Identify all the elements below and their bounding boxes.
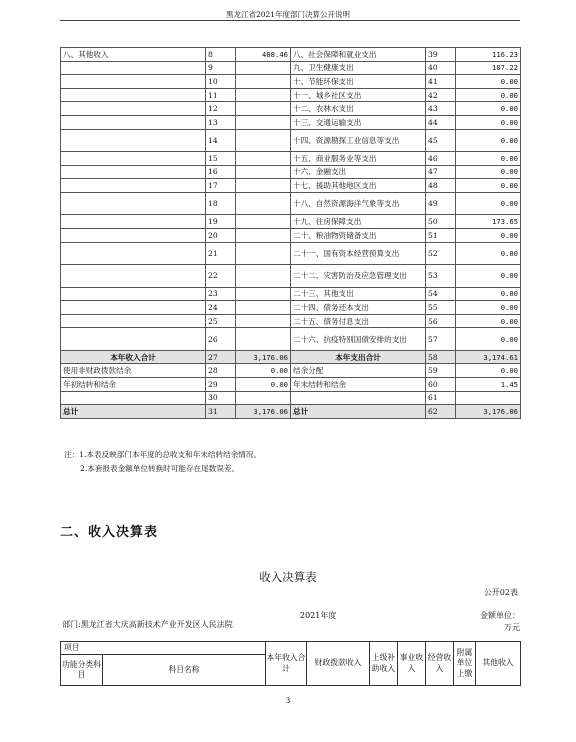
row-right-label: 二十三、其他支出 (291, 287, 426, 301)
table-row (61, 350, 521, 364)
note-line-2: 2.本套报表金额单位转换时可能存在尾数误差。 (80, 464, 240, 473)
row-right-number: 44 (426, 115, 456, 129)
row-left-amount: 0.00 (236, 378, 291, 392)
row-left-amount (236, 102, 291, 116)
table-row (61, 301, 521, 315)
row-right-number: 41 (426, 75, 456, 89)
row-left-amount: 408.46 (236, 48, 291, 62)
row-right-number: 51 (426, 228, 456, 242)
row-left-amount: 3,176.06 (236, 405, 291, 419)
row-left-label (61, 287, 206, 301)
row-left-number: 10 (206, 75, 236, 89)
row-left-number: 25 (206, 314, 236, 328)
row-left-number: 8 (206, 48, 236, 62)
row-left-number: 16 (206, 165, 236, 179)
row-right-amount: 3,174.61 (456, 350, 521, 364)
row-right-number: 40 (426, 61, 456, 75)
row-left-amount (236, 129, 291, 152)
row-left-label (61, 242, 206, 265)
header-project: 项目 (61, 642, 266, 655)
row-left-number: 19 (206, 215, 236, 229)
row-left-number: 20 (206, 228, 236, 242)
table-row (61, 215, 521, 229)
row-right-amount: 0.00 (456, 328, 521, 351)
row-left-label (61, 328, 206, 351)
row-left-amount: 0.00 (236, 364, 291, 378)
row-left-number: 9 (206, 61, 236, 75)
row-right-number: 52 (426, 242, 456, 265)
row-right-amount: 0.00 (456, 179, 521, 193)
row-left-number: 11 (206, 88, 236, 102)
row-right-label: 十九、住房保障支出 (291, 215, 426, 229)
row-right-amount: 173.65 (456, 215, 521, 229)
row-right-amount: 0.00 (456, 192, 521, 215)
table-code: 公开02表 (483, 588, 518, 597)
row-left-number: 14 (206, 129, 236, 152)
table-row (61, 88, 521, 102)
row-right-amount: 0.00 (456, 102, 521, 116)
row-right-number: 59 (426, 364, 456, 378)
row-left-amount (236, 61, 291, 75)
row-right-label: 十三、交通运输支出 (291, 115, 426, 129)
row-right-number: 42 (426, 88, 456, 102)
row-left-label (61, 165, 206, 179)
table-row (61, 391, 521, 405)
row-right-number: 47 (426, 165, 456, 179)
row-right-amount: 0.00 (456, 242, 521, 265)
row-left-amount (236, 314, 291, 328)
row-left-label (61, 179, 206, 193)
table-row (61, 328, 521, 351)
row-right-amount: 107.22 (456, 61, 521, 75)
row-left-amount (236, 179, 291, 193)
header-rule (60, 20, 520, 21)
table-row (61, 265, 521, 288)
row-left-amount (236, 215, 291, 229)
table-row (61, 179, 521, 193)
row-left-amount (236, 265, 291, 288)
row-right-number: 56 (426, 314, 456, 328)
row-left-number: 23 (206, 287, 236, 301)
row-left-number: 12 (206, 102, 236, 116)
header-superior: 上级补助收入 (370, 642, 398, 686)
row-right-number: 46 (426, 152, 456, 166)
row-left-amount: 3,176.06 (236, 350, 291, 364)
header-total-income: 本年收入合计 (266, 642, 307, 686)
row-left-amount (236, 328, 291, 351)
row-right-number: 62 (426, 405, 456, 419)
row-left-number: 17 (206, 179, 236, 193)
header-subject-name: 科目名称 (103, 655, 266, 686)
page-number: 3 (285, 697, 291, 705)
row-right-amount: 0.00 (456, 287, 521, 301)
row-left-label (61, 115, 206, 129)
row-left-number: 31 (206, 405, 236, 419)
row-left-label (61, 192, 206, 215)
table-row (61, 242, 521, 265)
row-left-label (61, 314, 206, 328)
table-row (61, 61, 521, 75)
row-right-amount: 0.00 (456, 165, 521, 179)
row-right-label: 十八、自然资源海洋气象等支出 (291, 192, 426, 215)
page-header: 黑龙江省2021年度部门决算公开说明 (225, 10, 351, 19)
row-right-amount: 116.23 (456, 48, 521, 62)
row-left-number: 28 (206, 364, 236, 378)
row-right-number: 50 (426, 215, 456, 229)
header-func-code: 功能分类科目 (61, 655, 103, 686)
unit-label: 金额单位：万元 (480, 611, 520, 632)
row-left-label (61, 61, 206, 75)
table-title: 收入决算表 (259, 570, 317, 584)
table-row (61, 75, 521, 89)
table-row (61, 228, 521, 242)
row-left-number: 15 (206, 152, 236, 166)
income-table-header (60, 641, 521, 686)
row-left-amount (236, 228, 291, 242)
table-row (61, 129, 521, 152)
row-left-label: 年初结转和结余 (61, 378, 206, 392)
row-right-number: 53 (426, 265, 456, 288)
table-row (61, 152, 521, 166)
row-right-amount: 0.00 (456, 115, 521, 129)
row-left-label (61, 228, 206, 242)
header-fiscal: 财政拨款收入 (307, 642, 370, 686)
row-right-label: 二十五、债务付息支出 (291, 314, 426, 328)
row-left-label: 本年收入合计 (61, 350, 206, 364)
row-right-number: 58 (426, 350, 456, 364)
row-right-number: 54 (426, 287, 456, 301)
row-left-number: 13 (206, 115, 236, 129)
row-left-amount (236, 301, 291, 315)
row-right-label (291, 391, 426, 405)
table-row (61, 192, 521, 215)
department-label: 部门:黑龙江省大庆高新技术产业开发区人民法院 (62, 620, 233, 629)
row-left-amount (236, 88, 291, 102)
row-right-label: 二十一、国有资本经营预算支出 (291, 242, 426, 265)
table-row (61, 364, 521, 378)
table-row (61, 102, 521, 116)
row-right-label: 十五、商业服务业等支出 (291, 152, 426, 166)
table-row (61, 48, 521, 62)
table-row (61, 287, 521, 301)
row-right-amount: 0.00 (456, 364, 521, 378)
row-right-number: 49 (426, 192, 456, 215)
section-heading: 二、收入决算表 (60, 525, 159, 540)
row-left-label (61, 75, 206, 89)
row-left-label (61, 129, 206, 152)
row-left-number: 29 (206, 378, 236, 392)
row-left-number: 27 (206, 350, 236, 364)
row-right-number: 61 (426, 391, 456, 405)
row-right-label: 八、社会保障和就业支出 (291, 48, 426, 62)
row-right-label: 十六、金融支出 (291, 165, 426, 179)
row-right-label: 结余分配 (291, 364, 426, 378)
row-left-number: 30 (206, 391, 236, 405)
row-right-number: 55 (426, 301, 456, 315)
row-left-label: 总计 (61, 405, 206, 419)
row-left-number: 21 (206, 242, 236, 265)
row-right-amount: 0.00 (456, 88, 521, 102)
note-line-1: 注：1.本表反映部门本年度的总收支和年末结转结余情况。 (64, 450, 262, 459)
table-row (61, 314, 521, 328)
table-row (61, 115, 521, 129)
row-right-number: 48 (426, 179, 456, 193)
row-left-amount (236, 192, 291, 215)
row-right-amount: 0.00 (456, 75, 521, 89)
row-left-label (61, 88, 206, 102)
table-row (61, 165, 521, 179)
row-left-label (61, 215, 206, 229)
row-right-label: 十七、援助其他地区支出 (291, 179, 426, 193)
row-right-number: 45 (426, 129, 456, 152)
row-left-number: 24 (206, 301, 236, 315)
header-other: 其他收入 (476, 642, 521, 686)
row-right-label: 二十二、灾害防治及应急管理支出 (291, 265, 426, 288)
row-left-amount (236, 165, 291, 179)
row-right-amount: 0.00 (456, 228, 521, 242)
header-business: 经营收入 (426, 642, 454, 686)
row-right-number: 57 (426, 328, 456, 351)
row-right-amount: 0.00 (456, 129, 521, 152)
row-left-amount (236, 242, 291, 265)
row-right-number: 39 (426, 48, 456, 62)
row-left-number: 18 (206, 192, 236, 215)
row-right-amount: 1.45 (456, 378, 521, 392)
row-left-number: 26 (206, 328, 236, 351)
row-right-number: 43 (426, 102, 456, 116)
row-right-amount: 3,176.06 (456, 405, 521, 419)
year-label: 2021年度 (300, 611, 337, 620)
row-right-label: 年末结转和结余 (291, 378, 426, 392)
row-right-label: 十二、农林水支出 (291, 102, 426, 116)
row-right-label: 本年支出合计 (291, 350, 426, 364)
row-right-amount: 0.00 (456, 301, 521, 315)
row-left-number: 22 (206, 265, 236, 288)
row-right-label: 二十六、抗疫特别国债安排的支出 (291, 328, 426, 351)
header-attached: 附属单位上缴 (454, 642, 476, 686)
row-left-label: 使用非财政拨款结余 (61, 364, 206, 378)
row-right-label: 总计 (291, 405, 426, 419)
row-left-label (61, 265, 206, 288)
row-right-amount (456, 391, 521, 405)
header-institution: 事业收入 (398, 642, 426, 686)
row-left-amount (236, 115, 291, 129)
income-expense-summary-table (60, 47, 521, 419)
row-right-label: 九、卫生健康支出 (291, 61, 426, 75)
row-right-label: 十一、城乡社区支出 (291, 88, 426, 102)
row-left-label (61, 152, 206, 166)
row-right-amount: 0.00 (456, 152, 521, 166)
row-left-amount (236, 287, 291, 301)
row-left-amount (236, 152, 291, 166)
row-right-number: 60 (426, 378, 456, 392)
row-right-label: 十、节能环保支出 (291, 75, 426, 89)
row-left-label (61, 391, 206, 405)
table-row (61, 405, 521, 419)
row-right-amount: 0.00 (456, 265, 521, 288)
table-row (61, 378, 521, 392)
row-right-label: 二十、粮油物资储备支出 (291, 228, 426, 242)
row-left-amount (236, 391, 291, 405)
row-right-amount: 0.00 (456, 314, 521, 328)
row-left-label: 八、其他收入 (61, 48, 206, 62)
row-left-label (61, 301, 206, 315)
row-left-label (61, 102, 206, 116)
row-left-amount (236, 75, 291, 89)
row-right-label: 二十四、债务还本支出 (291, 301, 426, 315)
row-right-label: 十四、资源勘探工业信息等支出 (291, 129, 426, 152)
